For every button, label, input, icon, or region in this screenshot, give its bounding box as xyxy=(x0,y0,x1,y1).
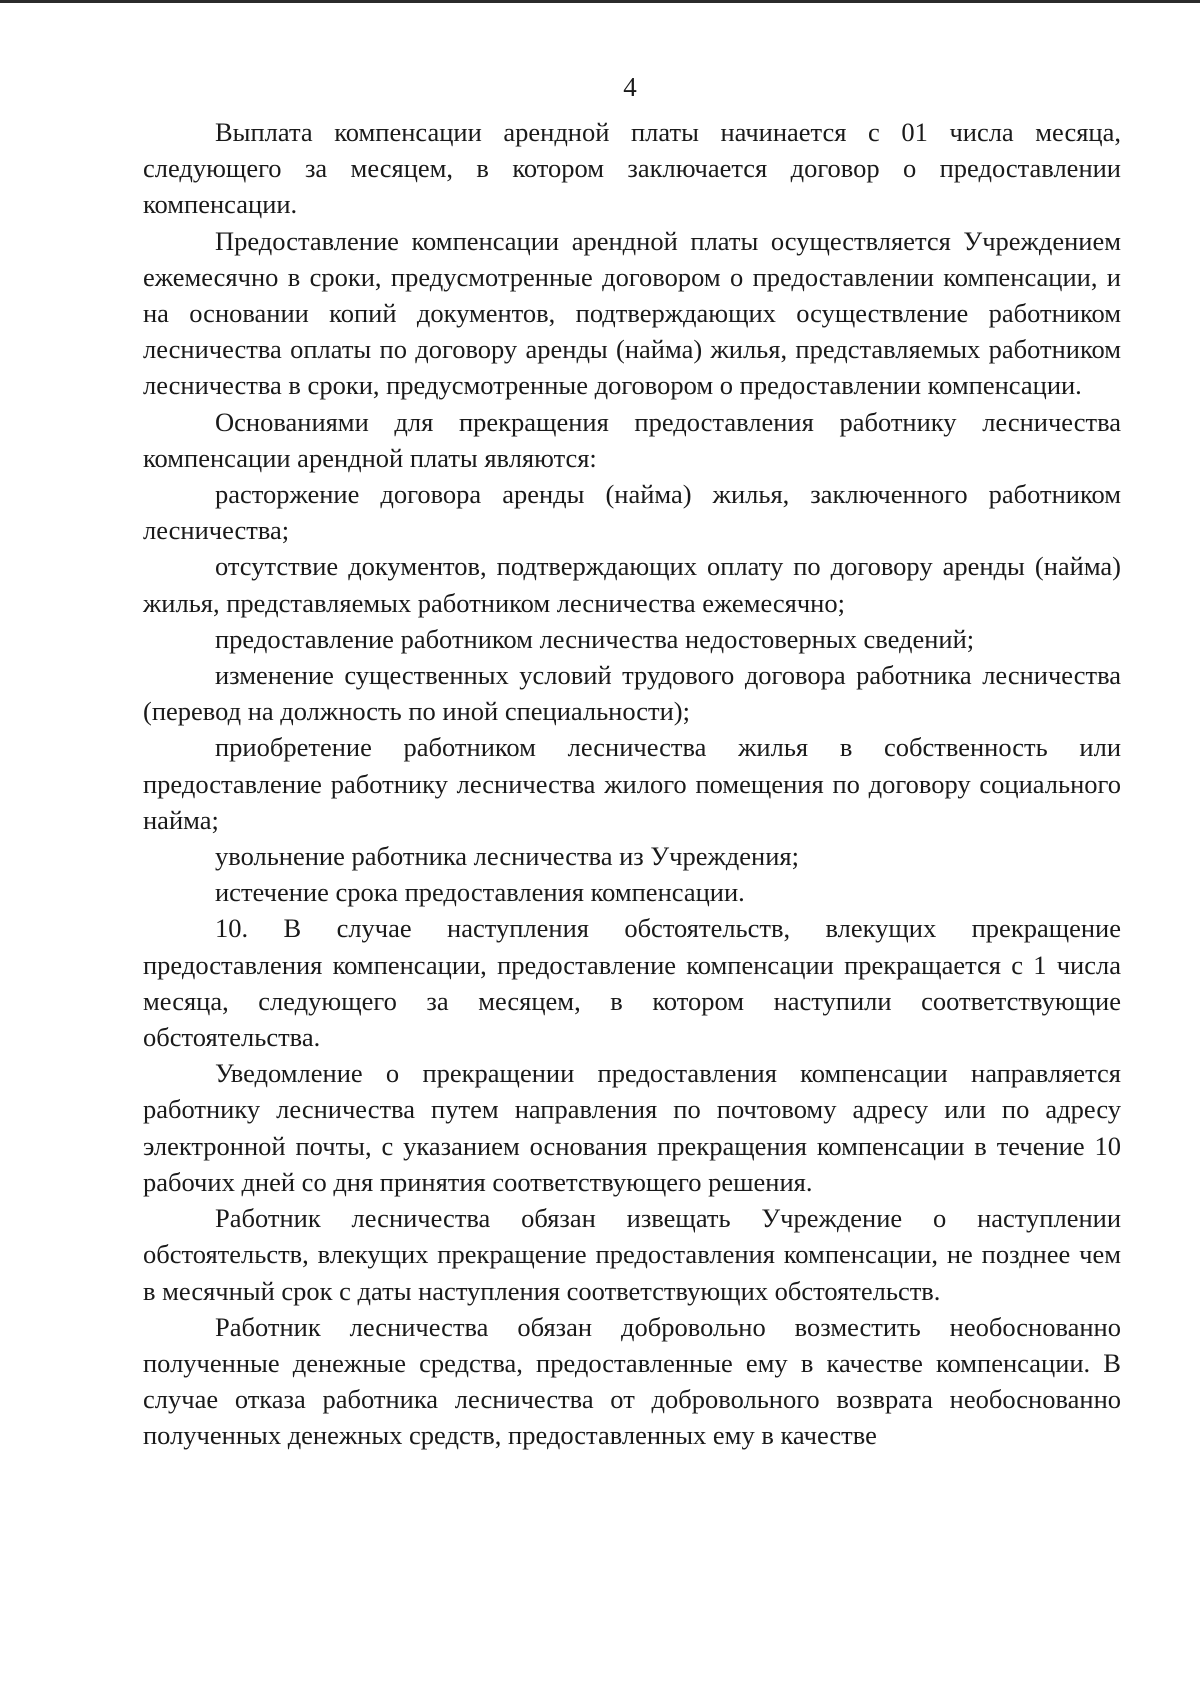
document-body xyxy=(143,114,1121,1454)
list-item-contract-termination: расторжение договора аренды (найма) жилья, заключенного работником лесничества; xyxy=(143,479,1121,546)
paragraph-payment-start: Выплата компенсации арендной платы начинается с 01 числа месяца, следующего за месяцем, в котором заключается договор о предоставлении компенсации. xyxy=(143,117,1121,220)
page-number: 4 xyxy=(623,72,637,102)
list-item-dismissal: увольнение работника лесничества из Учреждения; xyxy=(215,841,799,872)
paragraph-employee-obligation: Работник лесничества обязан извещать Учреждение о наступлении обстоятельств, влекущих прекращение предоставления компенсации, не позднее чем в месячный срок с даты наступления соответствующих обстоятельств. xyxy=(143,1203,1121,1306)
paragraph-section-10: 10. В случае наступления обстоятельств, влекущих прекращение предоставления компенсации, предоставление компенсации прекращается с 1 числа месяца, следующего за месяцем, в котором наступили соответствующие обстоятельства. xyxy=(143,913,1121,1053)
paragraph-monthly-provision: Предоставление компенсации арендной платы осуществляется Учреждением ежемесячно в сроки, предусмотренные договором о предоставлении компенсации, и на основании копий документов, подтверждающих осуществление работником лесничества оплаты по договору аренды (найма) жилья, представляемых работником лесничества в сроки, предусмотренные договором о предоставлении компенсации. xyxy=(143,225,1121,401)
list-item-term-expiry: истечение срока предоставления компенсации. xyxy=(215,877,745,908)
scan-top-edge xyxy=(0,0,1200,3)
list-item-missing-documents: отсутствие документов, подтверждающих оплату по договору аренды (найма) жилья, представляемых работником лесничества ежемесячно; xyxy=(143,551,1121,618)
list-item-false-information: предоставление работником лесничества недостоверных сведений; xyxy=(215,623,975,654)
list-item-housing-acquired: приобретение работником лесничества жилья в собственность или предоставление работнику лесничества жилого помещения по договору социального найма; xyxy=(143,732,1121,835)
list-item-contract-change: изменение существенных условий трудового договора работника лесничества (перевод на должность по иной специальности); xyxy=(143,660,1121,727)
paragraph-refund-obligation: Работник лесничества обязан добровольно возместить необоснованно полученные денежные средства, предоставленные ему в качестве компенсации. В случае отказа работника лесничества от добровольного возврата необоснованно полученных денежных средств, предоставленных ему в качестве xyxy=(143,1311,1121,1451)
paragraph-termination-grounds: Основаниями для прекращения предоставления работнику лесничества компенсации арендной платы являются: xyxy=(143,406,1121,473)
paragraph-notification: Уведомление о прекращении предоставления компенсации направляется работнику лесничества путем направления по почтовому адресу или по адресу электронной почты, с указанием основания прекращения компенсации в течение 10 рабочих дней со дня принятия соответствующего решения. xyxy=(143,1058,1121,1197)
